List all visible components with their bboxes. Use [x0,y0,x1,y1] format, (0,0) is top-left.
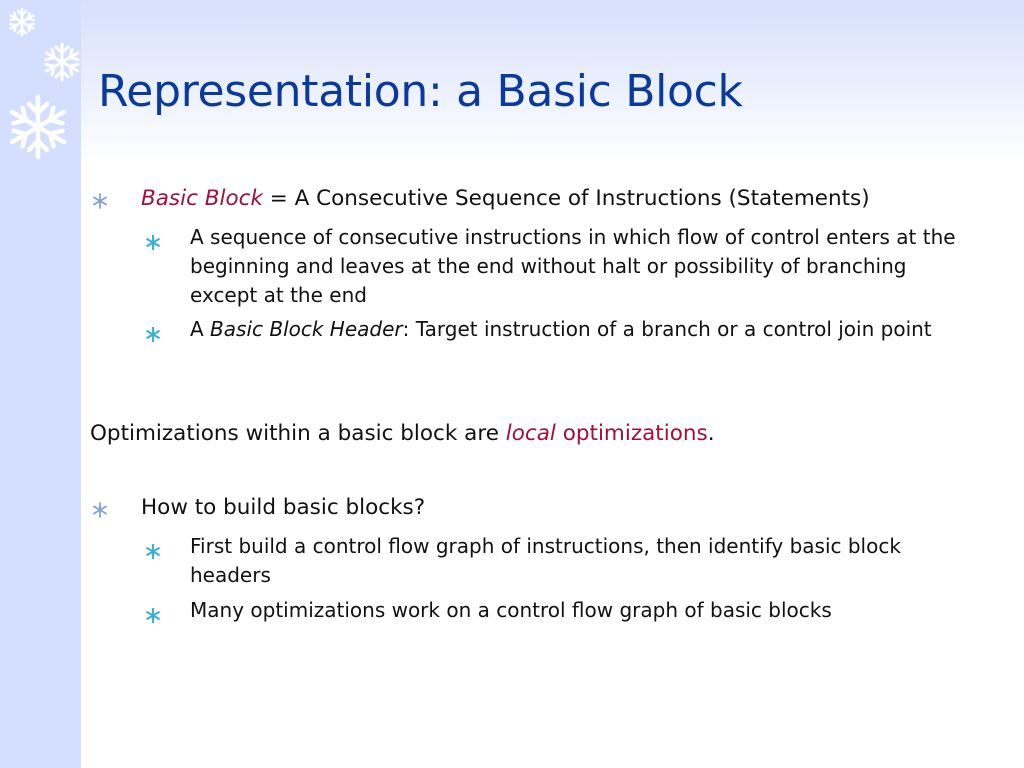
local-optimizations-line [90,421,715,446]
term-local: local [505,421,556,446]
sub-item-cfg: First build a control flow graph of instructions, then identify basic block headers [190,534,901,587]
bullet-build-blocks: How to build basic blocks? [141,495,426,520]
slide-title: Representation: a Basic Block [98,66,743,117]
bullet-basic-block [141,186,870,211]
bullet-text: = A Consecutive Sequence of Instructions (Statements) [262,186,870,211]
plain-text: Optimizations within a basic block are [90,421,506,446]
plain-period: . [707,421,715,446]
term-basic-block-header: Basic Block Header [210,317,403,341]
snowflake-bullet-icon [92,193,108,209]
sub-item-header [190,315,980,344]
asterisk-bullet-icon: ∗ [143,601,164,629]
sub-item-definition: A sequence of consecutive instructions in which flow of control enters at the beginning and leaves at the end without halt or possibility of branching except at the end [190,225,956,307]
snowflake-bullet-icon [92,502,108,518]
sub-item-rest: : Target instruction of a branch or a control join point [402,317,932,341]
sub-item-many-opts: Many optimizations work on a control flow graph of basic blocks [190,598,832,622]
term-basic-block: Basic Block [141,186,263,211]
plain-space [556,421,563,446]
sub-item-prefix: A [190,317,211,341]
asterisk-bullet-icon: ∗ [143,228,164,256]
asterisk-bullet-icon: ∗ [143,537,164,565]
term-optimizations: optimizations [562,421,708,446]
asterisk-bullet-icon: ∗ [143,320,164,348]
